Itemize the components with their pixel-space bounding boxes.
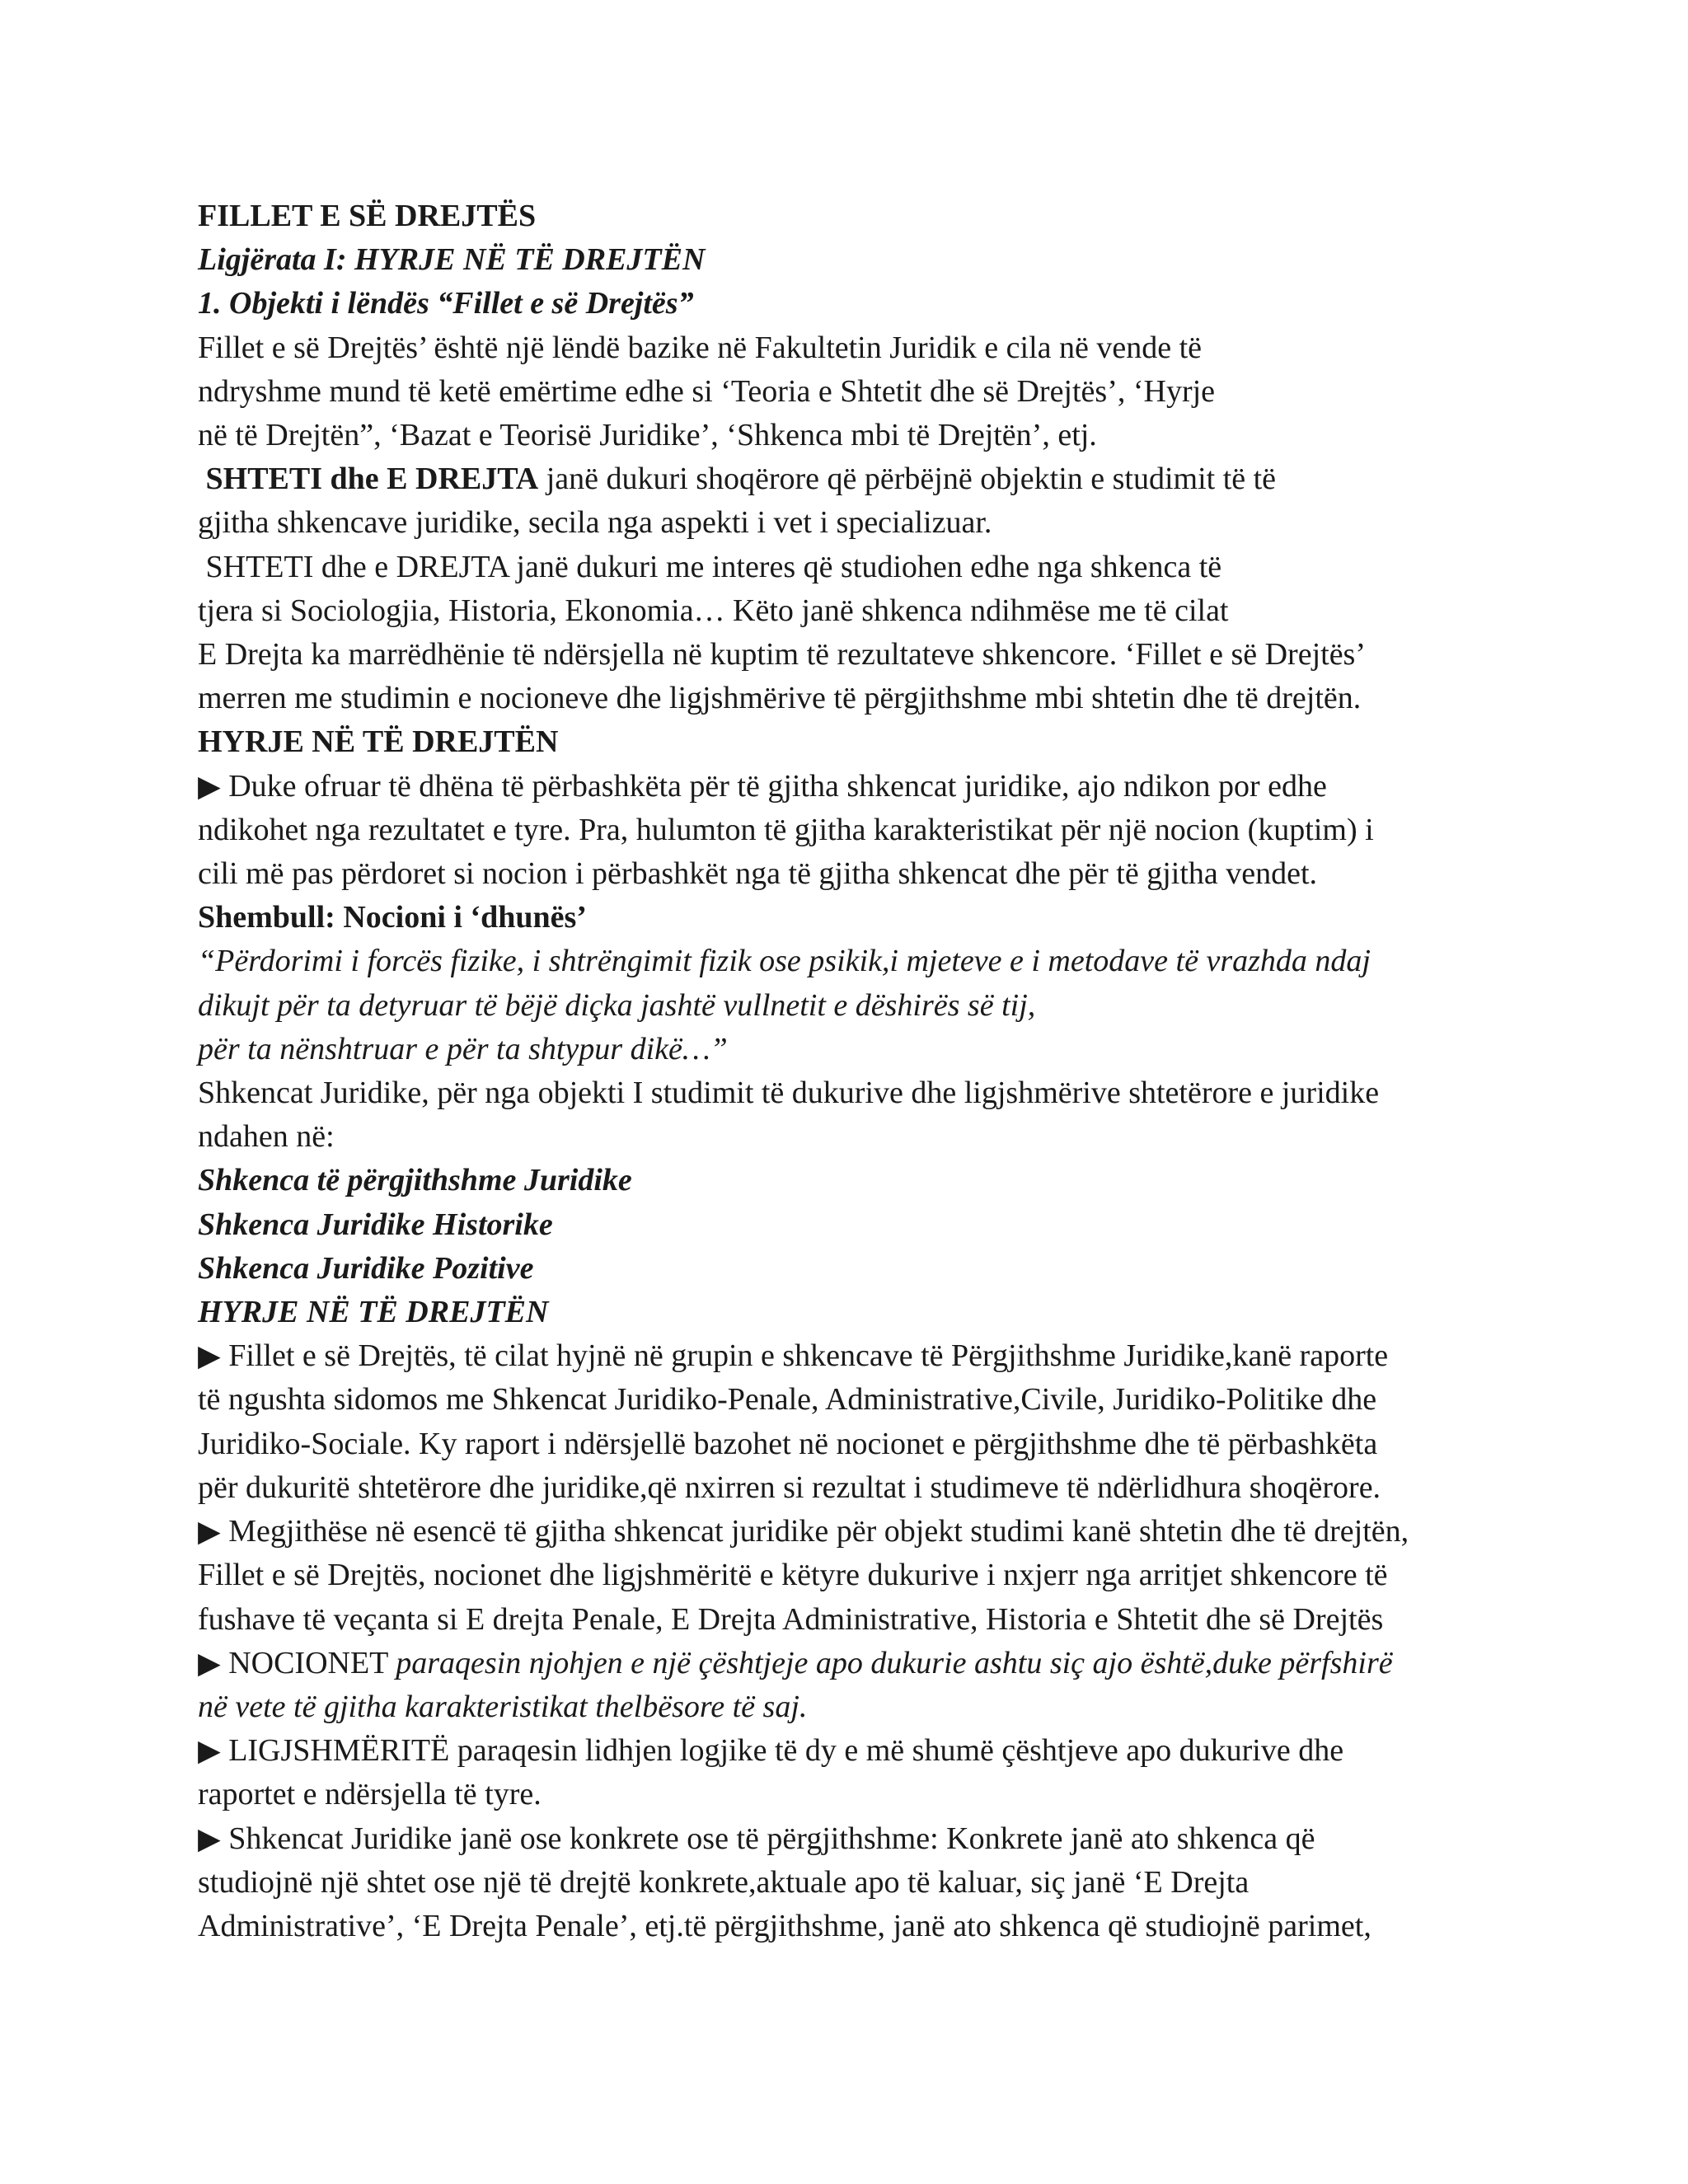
bullet-line [198, 1510, 1500, 1554]
paragraph-line: studiojnë një shtet ose një të drejtë konkrete,aktuale apo të kaluar, siç janë ‘E Drejta [198, 1864, 1250, 1900]
bullet-text: paraqesin njohjen e një çështjeje apo dukurie ashtu siç ajo është,duke përfshirë [396, 1645, 1393, 1680]
section-heading: 1. Objekti i lëndës “Fillet e së Drejtës” [198, 286, 694, 321]
paragraph-line: Fillet e së Drejtës’ është një lëndë bazike në Fakultetin Juridik e cila në vende të [198, 330, 1203, 365]
paragraph-line: për dukuritë shtetërore dhe juridike,që nxirren si rezultat i studimeve të ndërlidhura shoqërore. [198, 1469, 1381, 1505]
paragraph-line: ndikohet nga rezultatet e tyre. Pra, hulumton të gjitha karakteristikat për një nocion (kuptim) i [198, 812, 1374, 847]
section-heading: HYRJE NË TË DREJTËN [198, 1295, 549, 1330]
section-heading: HYRJE NË TË DREJTËN [198, 724, 559, 760]
quote-line: “Përdorimi i forcës fizike, i shtrëngimit fizik ose psikik,i mjeteve e i metodave të vrazhda ndaj [198, 944, 1371, 979]
bullet-arrow-icon: ▶ [198, 1821, 221, 1855]
bullet-text: Shkencat Juridike janë ose konkrete ose të përgjithshme: Konkrete janë ato shkenca që [228, 1821, 1315, 1856]
paragraph-line: cili më pas përdoret si nocion i përbashkët nga të gjitha shkencat dhe për të gjitha vendet. [198, 856, 1318, 892]
bullet-text: LIGJSHMËRITË paraqesin lidhjen logjike të dy e më shumë çështjeve apo dukurive dhe [228, 1733, 1344, 1769]
document-title: FILLET E SË DREJTËS [198, 199, 537, 233]
bullet-line [198, 1729, 1500, 1773]
paragraph-line: gjitha shkencave juridike, secila nga aspekti i vet i specializuar. [198, 505, 992, 541]
category-item: Shkenca Juridike Historike [198, 1207, 553, 1242]
example-heading: Shembull: Nocioni i ‘dhunës’ [198, 900, 587, 935]
bullet-arrow-icon: ▶ [198, 1734, 221, 1768]
paragraph-line: në të Drejtën”, ‘Bazat e Teorisë Juridike’, ‘Shkenca mbi të Drejtën’, etj. [198, 418, 1097, 453]
bullet-text: Duke ofruar të dhëna të përbashkëta për të gjitha shkencat juridike, ajo ndikon por edhe [228, 768, 1327, 804]
paragraph-line: fushave të veçanta si E drejta Penale, E Drejta Administrative, Historia e Shtetit dhe së Drejtës [198, 1601, 1384, 1637]
bullet-arrow-icon: ▶ [198, 1646, 221, 1680]
quote-line: dikujt për ta detyruar të bëjë diçka jashtë vullnetit e dëshirës së tij, [198, 987, 1036, 1023]
bullet-term: NOCIONET [228, 1645, 388, 1680]
category-item: Shkenca Juridike Pozitive [198, 1250, 534, 1286]
bullet-arrow-icon: ▶ [198, 1339, 221, 1373]
lecture-title: Ligjërata I: HYRJE NË TË DREJTËN [198, 242, 706, 278]
paragraph-line: Fillet e së Drejtës, nocionet dhe ligjshmëritë e këtyre dukurive i nxjerr nga arritjet shkencore të [198, 1558, 1388, 1593]
category-item: Shkenca të përgjithshme Juridike [198, 1163, 632, 1198]
paragraph-line: ndahen në: [198, 1119, 335, 1155]
paragraph-line: merren me studimin e nocioneve dhe ligjshmërive të përgjithshme mbi shtetin dhe të drejtën. [198, 681, 1362, 716]
paragraph-text: SHTETI dhe e DREJTA janë dukuri me interes që studiohen edhe nga shkenca të [205, 549, 1222, 584]
paragraph-line: Administrative’, ‘E Drejta Penale’, etj.të përgjithshme, janë ato shkenca që studiojnë parimet, [198, 1908, 1372, 1943]
paragraph-line [198, 457, 1500, 501]
quote-line: për ta nënshtruar e për ta shtypur dikë…” [198, 1031, 728, 1066]
paragraph-line: Juridiko-Sociale. Ky raport i ndërsjellë bazohet në nocionet e përgjithshme dhe të përbashkëta [198, 1426, 1378, 1461]
paragraph-line: në vete të gjitha karakteristikat thelbësore të saj. [198, 1689, 808, 1724]
bullet-text: Fillet e së Drejtës, të cilat hyjnë në grupin e shkencave të Përgjithshme Juridike,kanë raporte [228, 1338, 1389, 1374]
paragraph-line: tjera si Sociologjia, Historia, Ekonomia… Këto janë shkenca ndihmëse me të cilat [198, 593, 1229, 628]
bullet-line [198, 765, 1500, 808]
bullet-line [198, 1334, 1500, 1378]
bullet-text: Megjithëse në esencë të gjitha shkencat juridike për objekt studimi kanë shtetin dhe të drejtën, [228, 1514, 1409, 1549]
bold-term: SHTETI dhe E DREJTA [205, 462, 539, 497]
paragraph-line: ndryshme mund të ketë emërtime edhe si ‘Teoria e Shtetit dhe së Drejtës’, ‘Hyrje [198, 373, 1216, 409]
bullet-arrow-icon: ▶ [198, 769, 221, 803]
paragraph-line: të ngushta sidomos me Shkencat Juridiko-Penale, Administrative,Civile, Juridiko-Politike dhe [198, 1382, 1377, 1418]
paragraph-line [198, 546, 1500, 589]
bullet-arrow-icon: ▶ [198, 1515, 221, 1549]
paragraph-line: raportet e ndërsjella të tyre. [198, 1777, 542, 1812]
document-page [198, 194, 1500, 1948]
bullet-line [198, 1642, 1500, 1685]
paragraph-line: E Drejta ka marrëdhënie të ndërsjella në kuptim të rezultateve shkencore. ‘Fillet e së Drejtës’ [198, 637, 1367, 673]
paragraph-line: Shkencat Juridike, për nga objekti I studimit të dukurive dhe ligjshmërive shtetërore e juridike [198, 1076, 1380, 1111]
paragraph-text: janë dukuri shoqërore që përbëjnë objektin e studimit të të [546, 462, 1277, 497]
bullet-line [198, 1817, 1500, 1861]
